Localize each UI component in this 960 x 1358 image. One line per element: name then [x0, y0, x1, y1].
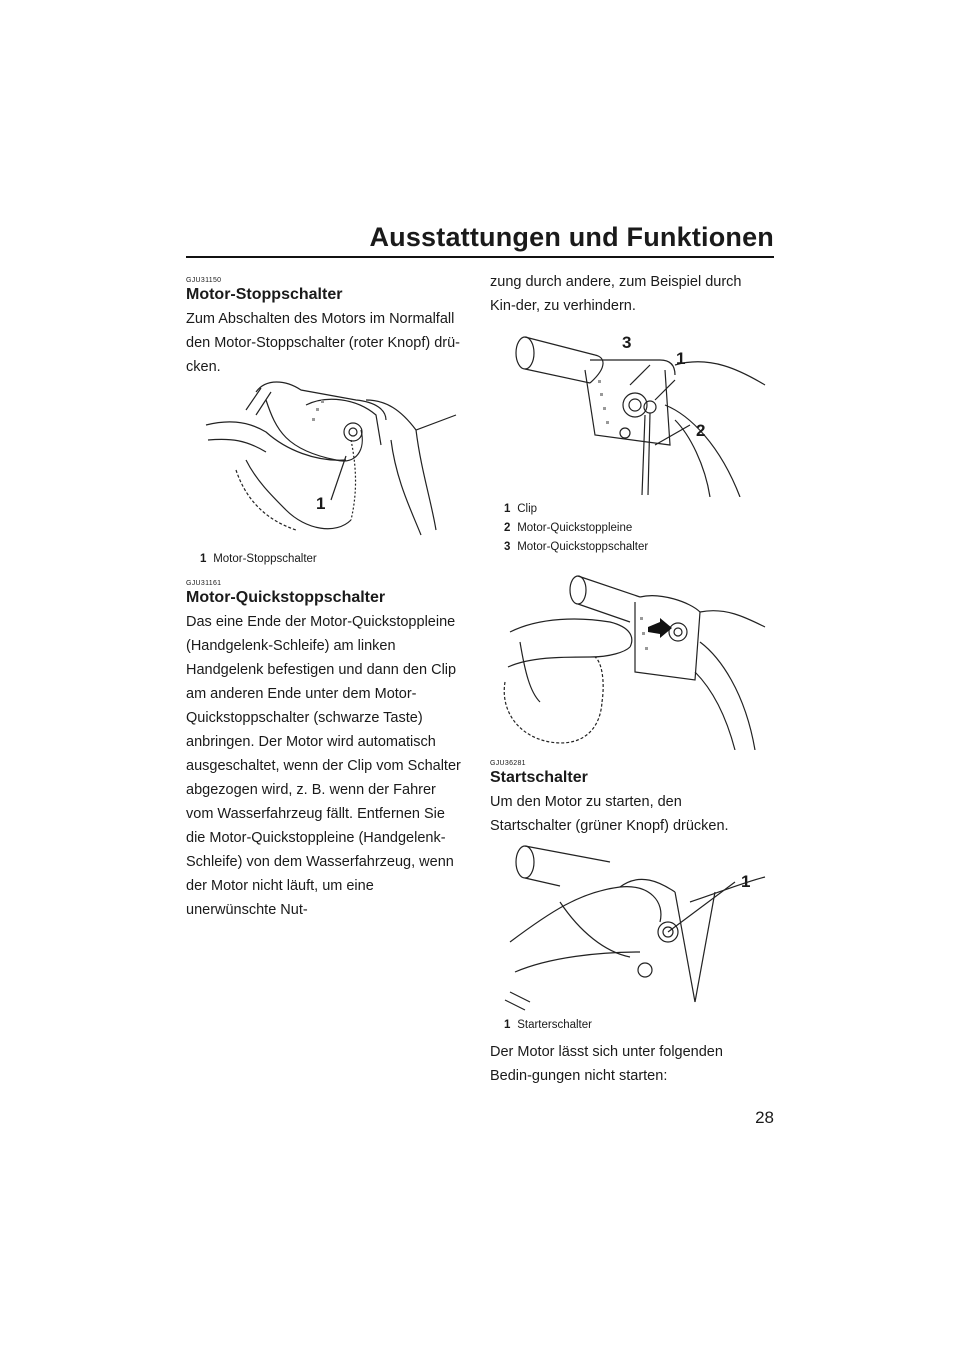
page-title: Ausstattungen und Funktionen [369, 222, 774, 252]
figure-callout: 1 [316, 494, 326, 513]
caption-text: Motor-Stoppschalter [213, 553, 317, 565]
clip-attach-illustration [490, 572, 766, 750]
caption-text: Motor-Quickstoppleine [517, 522, 633, 534]
figure-callout: 1 [741, 872, 751, 891]
section-stop [186, 273, 462, 379]
caption-number: 1 [504, 503, 511, 515]
section-start-after [490, 1040, 766, 1088]
figure-stop-switch [186, 370, 462, 542]
caption-text: Starterschalter [517, 1019, 592, 1031]
figure-caption [504, 500, 780, 519]
figure-callout: 3 [622, 333, 632, 352]
header-rule [186, 256, 774, 258]
section-heading: Motor-Stoppschalter [186, 286, 343, 303]
caption-number: 1 [504, 1019, 511, 1031]
figure-callout: 1 [676, 349, 686, 368]
figure-start-switch [490, 842, 766, 1014]
caption-text: Motor-Quickstoppschalter [517, 541, 649, 553]
figure-caption [490, 1016, 780, 1035]
figure-caption [186, 550, 476, 569]
section-heading: Startschalter [490, 769, 588, 786]
section-start [490, 756, 766, 838]
section-body: Zum Abschalten des Motors im Normalfall den Motor-Stoppschalter (roter Knopf) drü-cken. [186, 311, 461, 375]
caption-number: 1 [200, 553, 207, 565]
section-body: Das eine Ende der Motor-Quickstoppleine (Handgelenk-Schleife) am linken Handgelenk befestigen und dann den Clip am anderen Ende unter dem Motor-Quickstoppschalter (schwarze Taste) anbringen. Der Motor wird automatisch ausgeschaltet, wenn der Clip vom Schalter abgezogen wird, z. B. wenn der Fahrer vom Wasserfahrzeug fällt. Entfernen Sie die Motor-Quickstoppleine (Handgelenk-Schleife) von dem Wasserfahrzeug, wenn der Motor nicht läuft, um eine unerwünschte Nut- [186, 614, 461, 918]
section-body: Um den Motor zu starten, den Startschalter (grüner Knopf) drücken. [490, 794, 729, 834]
start-switch-illustration [490, 842, 766, 1014]
section-body-continued: zung durch andere, zum Beispiel durch Kin-der, zu verhindern. [490, 274, 742, 314]
stop-switch-illustration [186, 370, 462, 542]
section-code: GJU31161 [186, 580, 222, 587]
figure-quickstop-switch [490, 325, 766, 497]
section-quickstop-continued [490, 270, 766, 318]
section-quickstop [186, 576, 462, 922]
caption-number: 3 [504, 541, 511, 553]
figure-caption [504, 538, 780, 557]
figure-callout: 2 [696, 421, 706, 440]
section-code: GJU36281 [490, 760, 526, 767]
figure-caption-list [490, 500, 780, 557]
caption-number: 2 [504, 522, 511, 534]
caption-text: Clip [517, 503, 538, 515]
page-number: 28 [755, 1108, 774, 1127]
figure-caption [504, 519, 780, 538]
section-code: GJU31150 [186, 277, 222, 284]
section-heading: Motor-Quickstoppschalter [186, 589, 386, 606]
section-body: Der Motor lässt sich unter folgenden Bedin-gungen nicht starten: [490, 1044, 723, 1084]
figure-clip-attach [490, 572, 766, 750]
